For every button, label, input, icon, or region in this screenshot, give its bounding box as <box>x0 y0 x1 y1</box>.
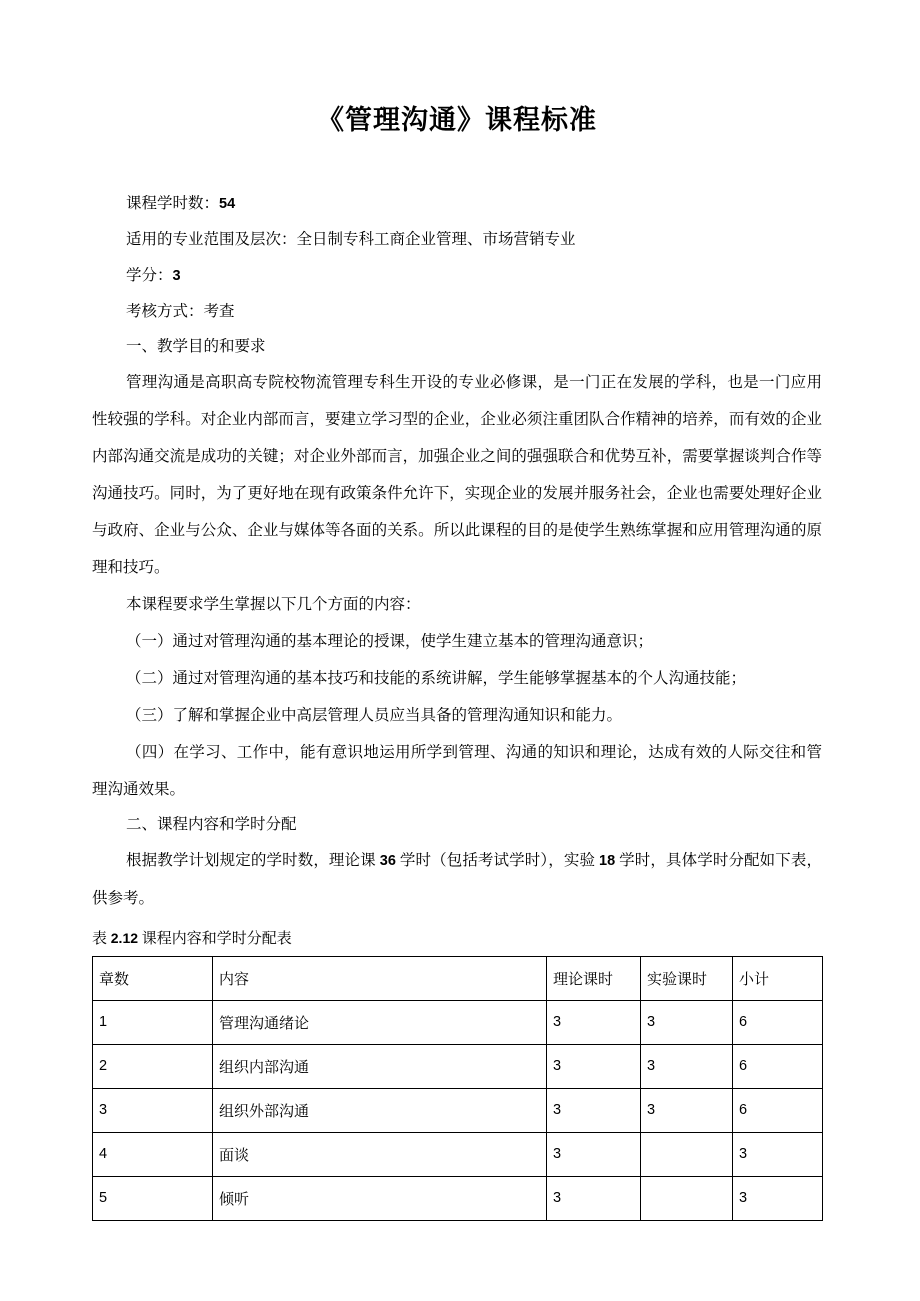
table-header-chapter: 章数 <box>93 956 213 1000</box>
cell-chapter: 4 <box>93 1132 213 1176</box>
section-one-lead-in: 本课程要求学生掌握以下几个方面的内容： <box>126 595 421 613</box>
page-title: 《管理沟通》课程标准 <box>317 105 597 135</box>
table-caption-prefix: 表 <box>92 930 108 947</box>
meta-applicable-majors-label: 适用的专业范围及层次：全日制专科工商企业管理、市场营销专业 <box>126 230 576 248</box>
table-caption <box>92 923 822 954</box>
cell-content: 管理沟通绪论 <box>213 1000 547 1044</box>
lab-hours-value: 18 <box>599 852 616 869</box>
cell-total: 3 <box>733 1132 823 1176</box>
meta-course-hours <box>92 186 822 222</box>
table-header-content: 内容 <box>213 956 547 1000</box>
course-meta-block <box>92 186 822 330</box>
table-row <box>93 1000 823 1044</box>
table-caption-number: 2.12 <box>110 929 139 946</box>
cell-lab <box>641 1132 733 1176</box>
table-header-row <box>93 956 823 1000</box>
course-hours-table <box>92 956 823 1221</box>
cell-lab: 3 <box>641 1088 733 1132</box>
cell-lab: 3 <box>641 1000 733 1044</box>
cell-content: 倾听 <box>213 1176 547 1220</box>
cell-theory: 3 <box>547 1176 641 1220</box>
table-row <box>93 1088 823 1132</box>
cell-content: 组织内部沟通 <box>213 1044 547 1088</box>
cell-theory: 3 <box>547 1088 641 1132</box>
cell-total: 6 <box>733 1088 823 1132</box>
section-two-paragraph <box>92 842 822 917</box>
table-caption-suffix: 课程内容和学时分配表 <box>141 930 292 947</box>
table-row <box>93 1044 823 1088</box>
cell-lab <box>641 1176 733 1220</box>
table-header-subtotal: 小计 <box>733 956 823 1000</box>
cell-content: 组织外部沟通 <box>213 1088 547 1132</box>
cell-theory: 3 <box>547 1132 641 1176</box>
meta-applicable-majors <box>92 222 822 258</box>
meta-credits-value: 3 <box>172 267 181 284</box>
section-one-item-1: （一）通过对管理沟通的基本理论的授课，使学生建立基本的管理沟通意识； <box>126 632 654 650</box>
cell-content: 面谈 <box>213 1132 547 1176</box>
meta-assessment-method-label: 考核方式：考查 <box>126 302 235 320</box>
table-row <box>93 1132 823 1176</box>
cell-chapter: 5 <box>93 1176 213 1220</box>
meta-course-hours-value: 54 <box>219 195 236 212</box>
meta-credits-label: 学分： <box>126 266 173 284</box>
table-row <box>93 1176 823 1220</box>
meta-course-hours-label: 课程学时数： <box>126 194 220 212</box>
section-one-paragraph: 管理沟通是高职高专院校物流管理专科生开设的专业必修课，是一门正在发展的学科，也是一门应用性较强的学科。对企业内部而言，要建立学习型的企业，企业必须注重团队合作精神的培养，而有效的企业内部沟通交流是成功的关键；对企业外部而言，加强企业之间的强强联合和优势互补，需要掌握谈判合作等沟通技巧。同时，为了更好地在现有政策条件允许下，实现企业的发展并服务社会，企业也需要处理好企业与政府、企业与公众、企业与媒体等各面的关系。所以此课程的目的是使学生熟练掌握和应用管理沟通的原理和技巧。 <box>92 373 822 576</box>
section-one-item-2: （二）通过对管理沟通的基本技巧和技能的系统讲解，学生能够掌握基本的个人沟通技能； <box>126 669 747 687</box>
section-two-paragraph-suffix: 学时，具体学时分配如下表，供参考。 <box>92 851 822 907</box>
cell-lab: 3 <box>641 1044 733 1088</box>
section-two-paragraph-prefix: 根据教学计划规定的学时数，理论课 <box>126 851 376 869</box>
cell-total: 6 <box>733 1044 823 1088</box>
meta-credits <box>92 258 822 294</box>
cell-theory: 3 <box>547 1044 641 1088</box>
cell-chapter: 2 <box>93 1044 213 1088</box>
cell-chapter: 3 <box>93 1088 213 1132</box>
section-one-item-3: （三）了解和掌握企业中高层管理人员应当具备的管理沟通知识和能力。 <box>126 706 623 724</box>
cell-chapter: 1 <box>93 1000 213 1044</box>
section-heading-two: 二、课程内容和学时分配 <box>126 815 297 833</box>
table-header-theory-hours: 理论课时 <box>547 956 641 1000</box>
table-header-lab-hours: 实验课时 <box>641 956 733 1000</box>
cell-total: 3 <box>733 1176 823 1220</box>
section-one-item-4: （四）在学习、工作中，能有意识地运用所学到管理、沟通的知识和理论，达成有效的人际交往和管理沟通效果。 <box>92 743 822 798</box>
document-content <box>92 0 822 1221</box>
section-heading-one: 一、教学目的和要求 <box>126 337 266 355</box>
cell-total: 6 <box>733 1000 823 1044</box>
meta-assessment-method <box>92 294 822 330</box>
cell-theory: 3 <box>547 1000 641 1044</box>
section-two-paragraph-middle: 学时（包括考试学时），实验 <box>399 851 596 869</box>
theory-hours-value: 36 <box>379 852 396 869</box>
